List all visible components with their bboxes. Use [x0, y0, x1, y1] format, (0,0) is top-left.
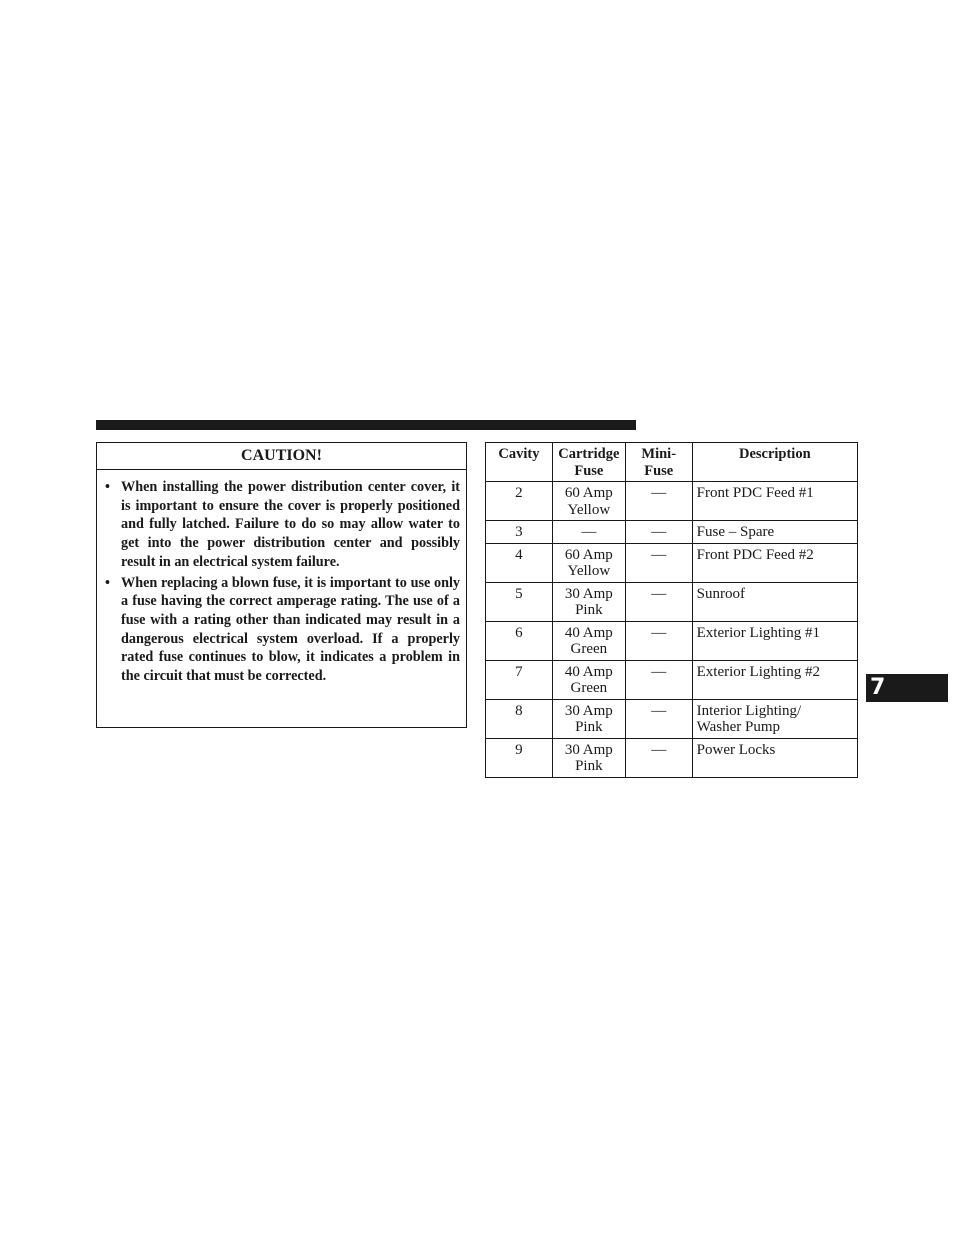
caution-item [105, 478, 460, 572]
table-cell-mini: — [625, 738, 692, 777]
header-mini-fuse: Mini- Fuse [625, 443, 692, 482]
table-row [486, 699, 858, 738]
table-row [486, 482, 858, 521]
table-cell-cavity: 9 [486, 738, 553, 777]
header-description: Description [692, 443, 857, 482]
table-cell-mini: — [625, 582, 692, 621]
caution-box [96, 442, 467, 728]
table-cell-cavity: 5 [486, 582, 553, 621]
header-cartridge-fuse: Cartridge Fuse [552, 443, 625, 482]
caution-item-text: When replacing a blown fuse, it is important to use only a fuse having the correct amperage rating. The use of a fuse with a rating other than indicated may result in a dangerous electrical system overload. If a properly rated fuse continues to blow, it indicates a problem in the circuit that must be corrected. [121, 574, 460, 685]
table-cell-cartridge: 60 Amp Yellow [552, 482, 625, 521]
table-cell-cavity: 8 [486, 699, 553, 738]
table-cell-mini: — [625, 660, 692, 699]
caution-item-text: When installing the power distribution center cover, it is important to ensure the cover is properly positioned and fully latched. Failure to do so may allow water to get into the power distribution center and possibly result in an electrical system failure. [121, 479, 460, 570]
table-cell-cartridge: 60 Amp Yellow [552, 543, 625, 582]
table-row [486, 738, 858, 777]
table-cell-description: Fuse – Spare [692, 521, 857, 544]
table-cell-cavity: 2 [486, 482, 553, 521]
table-cell-mini: — [625, 543, 692, 582]
table-cell-cartridge: 40 Amp Green [552, 660, 625, 699]
table-cell-description: Exterior Lighting #1 [692, 621, 857, 660]
table-cell-mini: — [625, 482, 692, 521]
table-cell-cavity: 6 [486, 621, 553, 660]
table-cell-description: Interior Lighting/ Washer Pump [692, 699, 857, 738]
table-row [486, 660, 858, 699]
table-cell-mini: — [625, 621, 692, 660]
chapter-tab-badge: 7 [866, 674, 948, 702]
table-row [486, 582, 858, 621]
caution-item [105, 574, 460, 686]
table-cell-description: Power Locks [692, 738, 857, 777]
table-cell-description: Exterior Lighting #2 [692, 660, 857, 699]
caution-title: CAUTION! [97, 443, 466, 470]
table-cell-cartridge: 40 Amp Green [552, 621, 625, 660]
table-cell-cavity: 7 [486, 660, 553, 699]
fuse-table [485, 442, 858, 778]
table-cell-cavity: 3 [486, 521, 553, 544]
table-cell-mini: — [625, 699, 692, 738]
table-cell-description: Front PDC Feed #2 [692, 543, 857, 582]
header-cavity: Cavity [486, 443, 553, 482]
table-row [486, 543, 858, 582]
table-row [486, 621, 858, 660]
table-cell-description: Sunroof [692, 582, 857, 621]
table-cell-mini: — [625, 521, 692, 544]
table-row [486, 521, 858, 544]
table-cell-cartridge: — [552, 521, 625, 544]
caution-list [97, 470, 466, 686]
bullet-icon: • [105, 479, 110, 495]
table-cell-cartridge: 30 Amp Pink [552, 699, 625, 738]
bullet-icon: • [105, 574, 110, 591]
section-header-rule [96, 420, 636, 430]
table-header-row [486, 443, 858, 482]
table-cell-cartridge: 30 Amp Pink [552, 738, 625, 777]
table-cell-description: Front PDC Feed #1 [692, 482, 857, 521]
table-cell-cavity: 4 [486, 543, 553, 582]
table-cell-cartridge: 30 Amp Pink [552, 582, 625, 621]
